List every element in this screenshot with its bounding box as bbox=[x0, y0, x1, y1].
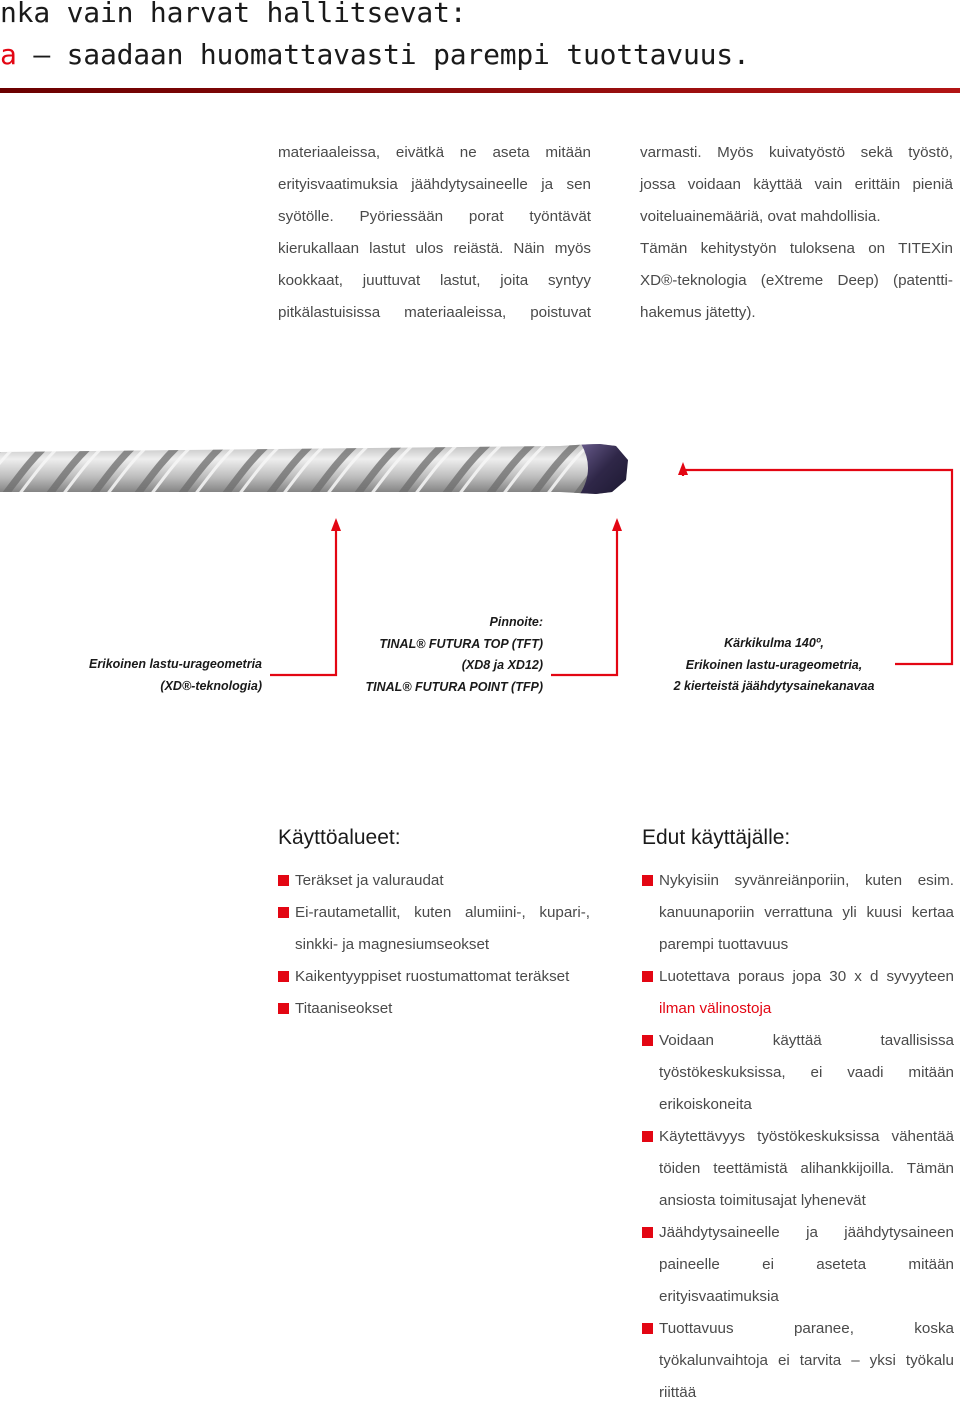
intro-line: kierukallaan lastut ulos reiästä. Näin myös bbox=[278, 240, 591, 257]
label-tip-angle bbox=[640, 633, 908, 698]
list-item bbox=[278, 961, 590, 993]
list-item-text bbox=[659, 1217, 954, 1313]
headline-line-2-rest: – saadaan huomattavasti parempi tuottavuus. bbox=[16, 38, 750, 71]
list-item-text bbox=[659, 1121, 954, 1217]
benefit-text: Nykyisiin syvänreiänporiin, kuten esim. kanuunaporiin verrattuna yli kuusi kertaa parempi tuottavuus bbox=[659, 872, 954, 953]
intro-line: Tämän kehitystyön tuloksena on TITEXin bbox=[640, 240, 953, 257]
list-item-text: Titaaniseokset bbox=[295, 1000, 393, 1017]
list-item-text: Ei-rautametallit, kuten alumiini-, kupari-, sinkki- ja magnesiumseokset bbox=[295, 904, 590, 953]
intro-line: jossa voidaan käyttää vain erittäin pieniä bbox=[640, 176, 953, 193]
bullet-square-icon bbox=[278, 907, 289, 918]
intro-line: materiaaleissa, eivätkä ne aseta mitään bbox=[278, 144, 591, 161]
label-line: Erikoinen lastu-urageometria bbox=[89, 657, 262, 671]
uses-title: Käyttöalueet: bbox=[278, 826, 401, 849]
label-line: (XD®-teknologia) bbox=[160, 678, 262, 693]
list-item-text bbox=[659, 865, 954, 961]
benefits-list bbox=[642, 865, 954, 1409]
bullet-square-icon bbox=[278, 1003, 289, 1014]
list-item-text bbox=[659, 1313, 954, 1409]
benefits-title: Edut käyttäjälle: bbox=[642, 826, 791, 849]
list-item-text: Teräkset ja valuraudat bbox=[295, 872, 444, 889]
list-item bbox=[642, 865, 954, 961]
intro-line: XD®-teknologia (eXtreme Deep) (patentti- bbox=[640, 272, 953, 289]
list-item bbox=[642, 1217, 954, 1313]
benefit-text: Jäähdytysaineelle ja jäähdytysaineen paineelle ei aseteta mitään erityisvaatimuksia bbox=[659, 1224, 954, 1305]
bullet-square-icon bbox=[642, 1323, 653, 1334]
label-line: Erikoinen lastu-urageometria, bbox=[685, 657, 863, 672]
list-item bbox=[642, 1121, 954, 1217]
bullet-square-icon bbox=[642, 1035, 653, 1046]
list-item bbox=[278, 897, 590, 961]
label-line: (XD8 ja XD12) bbox=[461, 658, 543, 672]
list-item bbox=[642, 961, 954, 1025]
benefit-text: Käytettävyys työstökeskuksissa vähentää töiden teettämistä alihankkijoilla. Tämän ansiosta toimitusajat lyhenevät bbox=[659, 1128, 954, 1209]
benefit-text: Tuottavuus paranee, koska työkalunvaihtoja ei tarvita – yksi työkalu riittää bbox=[659, 1320, 954, 1401]
bullet-square-icon bbox=[642, 971, 653, 982]
list-item-text bbox=[659, 1025, 954, 1121]
intro-line: pitkälastuisissa materiaaleissa, poistuvat bbox=[278, 304, 591, 321]
list-item-text: Kaikentyyppiset ruostumattomat teräkset bbox=[295, 968, 570, 985]
list-item bbox=[642, 1313, 954, 1409]
list-item bbox=[642, 1025, 954, 1121]
bullet-square-icon bbox=[642, 1227, 653, 1238]
bullet-square-icon bbox=[278, 971, 289, 982]
intro-line: voiteluainemääriä, ovat mahdollisia. bbox=[640, 208, 881, 225]
label-line: TINAL® FUTURA POINT (TFP) bbox=[365, 679, 543, 694]
bullet-square-icon bbox=[642, 1131, 653, 1142]
label-line: TINAL® FUTURA TOP (TFT) bbox=[379, 636, 543, 651]
intro-line: hakemus jätetty). bbox=[640, 304, 756, 321]
headline-line-2-red: a bbox=[0, 38, 17, 71]
intro-line: syötölle. Pyöriessään porat työntävät bbox=[278, 208, 591, 225]
label-line: Kärkikulma 140º, bbox=[724, 636, 824, 650]
list-item bbox=[278, 993, 590, 1025]
label-line: 2 kierteistä jäähdytysainekanavaa bbox=[673, 679, 875, 693]
headline-line-1: nka vain harvat hallitsevat: bbox=[0, 0, 467, 29]
label-coating bbox=[320, 612, 543, 698]
uses-list bbox=[278, 865, 590, 1025]
intro-line: erityisvaatimuksia jäähdytysaineelle ja sen bbox=[278, 176, 591, 193]
intro-line: kookkaat, juuttuvat lastut, joita syntyy bbox=[278, 272, 591, 289]
benefit-text: Luotettava poraus jopa 30 x d syvyyteen bbox=[659, 968, 954, 985]
bullet-square-icon bbox=[642, 875, 653, 886]
benefit-text: Voidaan käyttää tavallisissa työstökeskuksissa, ei vaadi mitään erikoiskoneita bbox=[659, 1032, 954, 1113]
list-item-text bbox=[659, 961, 954, 1025]
label-line: Pinnoite: bbox=[489, 615, 543, 629]
benefit-highlight: ilman välinostoja bbox=[659, 1000, 772, 1017]
label-chip-geometry bbox=[40, 654, 262, 697]
intro-line: varmasti. Myös kuivatyöstö sekä työstö, bbox=[640, 144, 953, 161]
list-item bbox=[278, 865, 590, 897]
bullet-square-icon bbox=[278, 875, 289, 886]
